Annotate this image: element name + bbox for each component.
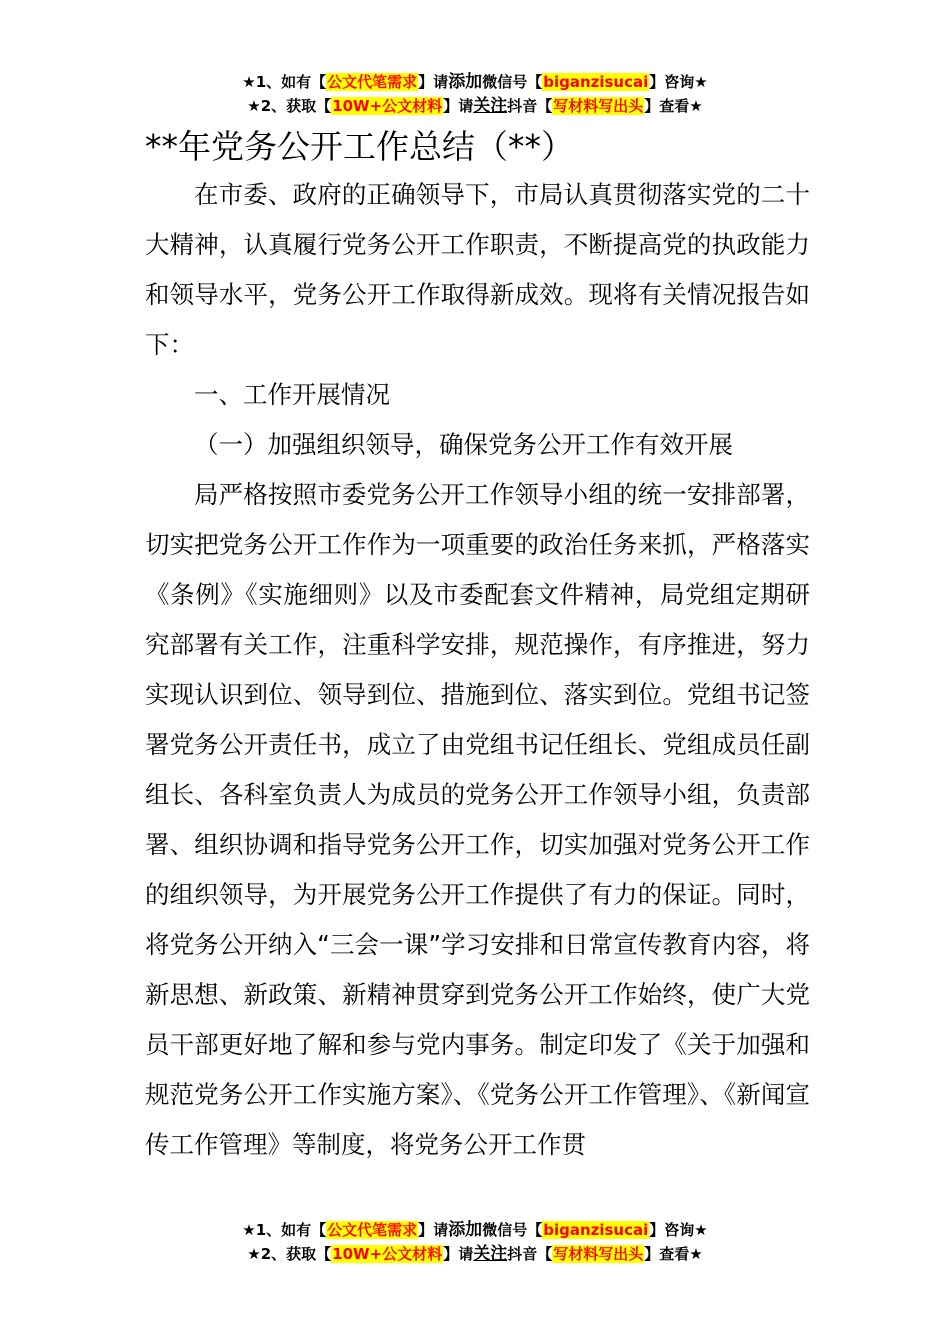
promo-highlight: biganzisucai [543, 1221, 649, 1239]
promo-text: ★2、获取【 [247, 97, 332, 115]
promo-highlight: 公文代笔需求 [327, 73, 418, 91]
promo-text: 】咨询★ [649, 1221, 708, 1239]
top-promo-banner [0, 70, 950, 118]
promo-text: 】咨询★ [649, 73, 708, 91]
promo-text: 抖音【 [507, 97, 553, 115]
promo-emphasis: 关注 [473, 1244, 508, 1264]
promo-highlight: 写材料写出头 [553, 97, 644, 115]
promo-text: 】请 [418, 73, 449, 91]
promo-text: 】请 [443, 97, 474, 115]
document-body [145, 170, 810, 1170]
promo-emphasis: 关注 [473, 96, 508, 116]
promo-text: ★1、如有【 [242, 1221, 327, 1239]
promo-text: 抖音【 [507, 1245, 553, 1263]
document-title: **年党务公开工作总结（**） [145, 127, 574, 166]
promo-highlight: biganzisucai [543, 73, 649, 91]
promo-line-2 [0, 1242, 950, 1266]
promo-highlight: 10W+公文材料 [332, 97, 443, 115]
promo-text: ★1、如有【 [242, 73, 327, 91]
promo-text: 】请 [418, 1221, 449, 1239]
promo-highlight: 写材料写出头 [553, 1245, 644, 1263]
promo-text: 微信号【 [482, 1221, 543, 1239]
intro-paragraph: 在市委、政府的正确领导下，市局认真贯彻落实党的二十大精神，认真履行党务公开工作职责，不断提高党的执政能力和领导水平，党务公开工作取得新成效。现将有关情况报告如下： [145, 180, 810, 359]
promo-emphasis: 添加 [448, 72, 483, 92]
subsection-heading: （一）加强组织领导，确保党务公开工作有效开展 [194, 430, 733, 459]
bottom-promo-banner [0, 1218, 950, 1266]
promo-text: 】请 [443, 1245, 474, 1263]
promo-line-1 [0, 1218, 950, 1242]
promo-emphasis: 添加 [448, 1220, 483, 1240]
promo-line-1 [0, 70, 950, 94]
promo-text: 】查看★ [644, 1245, 703, 1263]
promo-highlight: 公文代笔需求 [327, 1221, 418, 1239]
promo-text: 微信号【 [482, 73, 543, 91]
body-paragraph: 局严格按照市委党务公开工作领导小组的统一安排部署，切实把党务公开工作作为一项重要的政治任务来抓，严格落实《条例》《实施细则》以及市委配套文件精神，局党组定期研究部署有关工作，注重科学安排，规范操作，有序推进，努力实现认识到位、领导到位、措施到位、落实到位。党组书记签署党务公开责任书，成立了由党组书记任组长、党组成员任副组长、各科室负责人为成员的党务公开工作领导小组，负责部署、组织协调和指导党务公开工作，切实加强对党务公开工作的组织领导，为开展党务公开工作提供了有力的保证。同时，将党务公开纳入“三会一课”学习安排和日常宣传教育内容，将新思想、新政策、新精神贯穿到党务公开工作始终，使广大党员干部更好地了解和参与党内事务。制定印发了《关于加强和规范党务公开工作实施方案》、《党务公开工作管理》、《新闻宣传工作管理》等制度，将党务公开工作贯 [145, 480, 810, 1159]
promo-highlight: 10W+公文材料 [332, 1245, 443, 1263]
promo-text: 】查看★ [644, 97, 703, 115]
promo-line-2 [0, 94, 950, 118]
promo-text: ★2、获取【 [247, 1245, 332, 1263]
section-heading: 一、工作开展情况 [194, 380, 390, 409]
